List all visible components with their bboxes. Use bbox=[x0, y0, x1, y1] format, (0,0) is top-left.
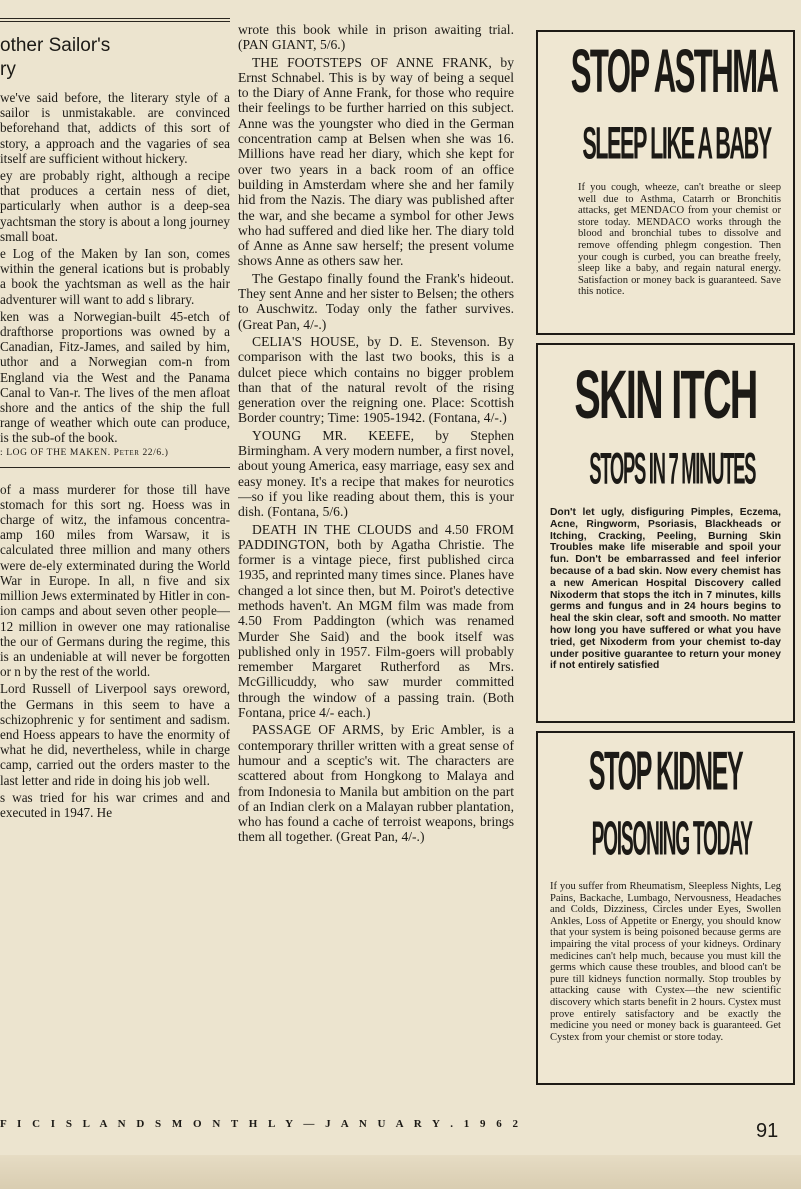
left-paragraph: we've said before, the literary style of a sailor is unmistakable. are convinced beforehand that, addicts of this sort of story, a approach and the vagaries of sea itself are sufficient without hickery. bbox=[0, 90, 230, 166]
middle-paragraph: CELIA'S HOUSE, by D. E. Stevenson. By comparison with the last two books, this is a dulcet piece which contains no bigger problem than that of the natural revolt of the rising generation over the reigning one. Place: Scottish Border country; Time: 1905-1942. (Fontana, 4/-.) bbox=[238, 333, 514, 426]
ad-body: If you suffer from Rheumatism, Sleepless Nights, Leg Pains, Backache, Lumbago, Nervousness, Headaches and Colds, Dizziness, Circles under Eyes, Swollen Ankles, Loss of Appetite or Energy, you should know that your system is being poisoned because germs are impairing the vital process of your kidneys. Ordinary medicines can't help much, because you must kill the germs which cause these troubles, and blood can't be pure till kidneys function normally. Stop troubles by attacking cause with Cystex—the new scientific discovery which starts benefit in 2 hours. Cystex must prove entirely satisfactory and be exactly the medicine you need or money back is guaranteed. Get Cystex from your chemist or store today. bbox=[550, 881, 781, 1043]
skin-itch-advertisement bbox=[536, 343, 795, 723]
middle-paragraph: PASSAGE OF ARMS, by Eric Ambler, is a contemporary thriller written with a great sense of humour and a sceptic's wit. The characters are scattered about from Hongkong to Malaya and from Indonesia to Manila but ambition on the part of an Indian clerk on a Malayan rubber plantation, who has found a cache of terroist weapons, brings them all together. (Great Pan, 4/-.) bbox=[238, 722, 514, 845]
article-heading-line1: other Sailor's bbox=[0, 35, 111, 56]
book-reference: : LOG OF THE MAKEN. Peter 22/6.) bbox=[0, 447, 169, 458]
ad-headline: SKIN ITCH bbox=[574, 355, 757, 433]
left-paragraph: of a mass murderer for those till have stomach for this sort ng. Hoess was in charge of witz, the infamous concentra-amp 160 miles from Warsaw, it is calculated three million and many others were de-ely exterminated during the World War in Europe. In all, n five and six million Jews exterminated by Hitler in con-ion camps and about seven other people—12 million in owever one may rationalise the our of Germans during the regime, this is an undeniable at will never be forgotten or n by the rest of the world. bbox=[0, 481, 230, 680]
middle-paragraph: THE FOOTSTEPS OF ANNE FRANK, by Ernst Schnabel. This is by way of being a sequel to the Diary of Anne Frank, for those who require their feelings to be further harried on this subject. Anne was the youngster who died in the German concentration camp at Belsen when she was 16. Millions have read her diary, which she kept for over two years in a back room of an office building in Amsterdam where she and her family hid from the Nazis. The diary was published after the war, and she became a symbol for other Jews who had suffered and died like her. The diary told of Anne as Anne saw herself; the present volume shows Anne as others saw her. bbox=[238, 54, 514, 269]
middle-column bbox=[238, 22, 514, 1107]
left-column bbox=[0, 18, 230, 1113]
middle-paragraph: YOUNG MR. KEEFE, by Stephen Birmingham. A very modern number, a first novel, about young America, easy marriage, easy sex and easy money. It's a recipe that makes for neurotics—so if you like reading about them, this is your dish. (Fontana, 5/6.) bbox=[238, 427, 514, 520]
page-bottom-shade bbox=[0, 1155, 801, 1189]
ad-subheadline: SLEEP LIKE A BABY bbox=[582, 119, 771, 169]
left-paragraph: s was tried for his war crimes and and executed in 1947. He bbox=[0, 789, 230, 820]
ad-headline: STOP KIDNEY bbox=[588, 741, 743, 803]
left-paragraph: Lord Russell of Liverpool says oreword, the Germans in this seem to have a schizophrenic y for sentiment and sadism. end Hoess appears to have the enormity of what he did, nevertheless, while in charge camp, carried out the orders master to the last letter and ride in doing his job well. bbox=[0, 681, 230, 788]
ad-subheadline: STOPS IN 7 MINUTES bbox=[589, 443, 756, 493]
middle-paragraph: The Gestapo finally found the Frank's hideout. They sent Anne and her sister to Belsen; the others to Auschwitz. Today only the father survives. (Great Pan, 4/-.) bbox=[238, 270, 514, 332]
page-number: 91 bbox=[756, 1120, 779, 1142]
ad-subheadline: POISONING TODAY bbox=[591, 812, 752, 866]
section-rule bbox=[0, 467, 230, 468]
page-footer: F I C I S L A N D S M O N T H L Y — J A N U A R Y . 1 9 6 2 bbox=[0, 1118, 523, 1130]
kidney-advertisement bbox=[536, 731, 795, 1085]
top-rule bbox=[0, 18, 230, 22]
ad-headline: STOP ASTHMA bbox=[570, 39, 778, 107]
ad-body: If you cough, wheeze, can't breathe or sleep well due to Asthma, Catarrh or Bronchitis attacks, get MENDACO from your chemist or store today. MENDACO works through the blood and bronchial tubes to dissolve and remove offending phlegm congestion. Then your cough is curbed, you can breathe freely, sleep like a baby, and regain natural energy. Satisfaction or money back is guaranteed. Save this notice. bbox=[578, 182, 781, 298]
left-paragraph: ken was a Norwegian-built 45-etch of drafthorse proportions was owned by a Canadian, Fitz-James, and sailed by him, uthor and a Norwegian com-n from England via the West and the Panama Canal to Van-r. The lives of the men afloat shore and the antics of the ship the full range of weather which oute can produce, is the sub-of the book. bbox=[0, 308, 230, 446]
middle-paragraph: DEATH IN THE CLOUDS and 4.50 FROM PADDINGTON, both by Agatha Christie. The former is a vintage piece, first published circa 1935, and reprinted many times since. Planes have changed a lot since then, but M. Poirot's detective methods haven't. An MGM film was made from 4.50 From Paddington (which was renamed Murder She Said) and the book itself was published only in 1957. Film-goers will probably remember Margaret Rutherford as Mrs. McGillicuddy, who saw murder committed through the window of a passing train. (Both Fontana, price 4/- each.) bbox=[238, 521, 514, 721]
middle-paragraph: wrote this book while in prison awaiting trial. (PAN GIANT, 5/6.) bbox=[238, 22, 514, 53]
asthma-advertisement bbox=[536, 30, 795, 335]
left-paragraph: ey are probably right, although a recipe that produces a certain ness of diet, particularly when author is a deep-sea yachtsman the story is about a long journey small boat. bbox=[0, 168, 230, 244]
article-heading-line2: ry bbox=[0, 59, 16, 80]
left-paragraph: e Log of the Maken by Ian son, comes within the general ications but is probably a book the yachtsman as well as the hair adventurer will want to add s library. bbox=[0, 246, 230, 307]
ad-body: Don't let ugly, disfiguring Pimples, Eczema, Acne, Ringworm, Psoriasis, Blackheads or Itching, Cracking, Peeling, Burning Skin Troubles make life miserable and spoil your fun. Don't be embarrassed and feel inferior because of a bad skin. Now every chemist has a new American Hospital Discovery called Nixoderm that stops the itch in 7 minutes, kills germs and fungus and in 24 hours begins to heal the skin clear, soft and smooth. No matter how long you have suffered or what you have tried, get Nixoderm from your chemist to-day under positive guarantee to return your money if not entirely satisfied bbox=[550, 507, 781, 672]
